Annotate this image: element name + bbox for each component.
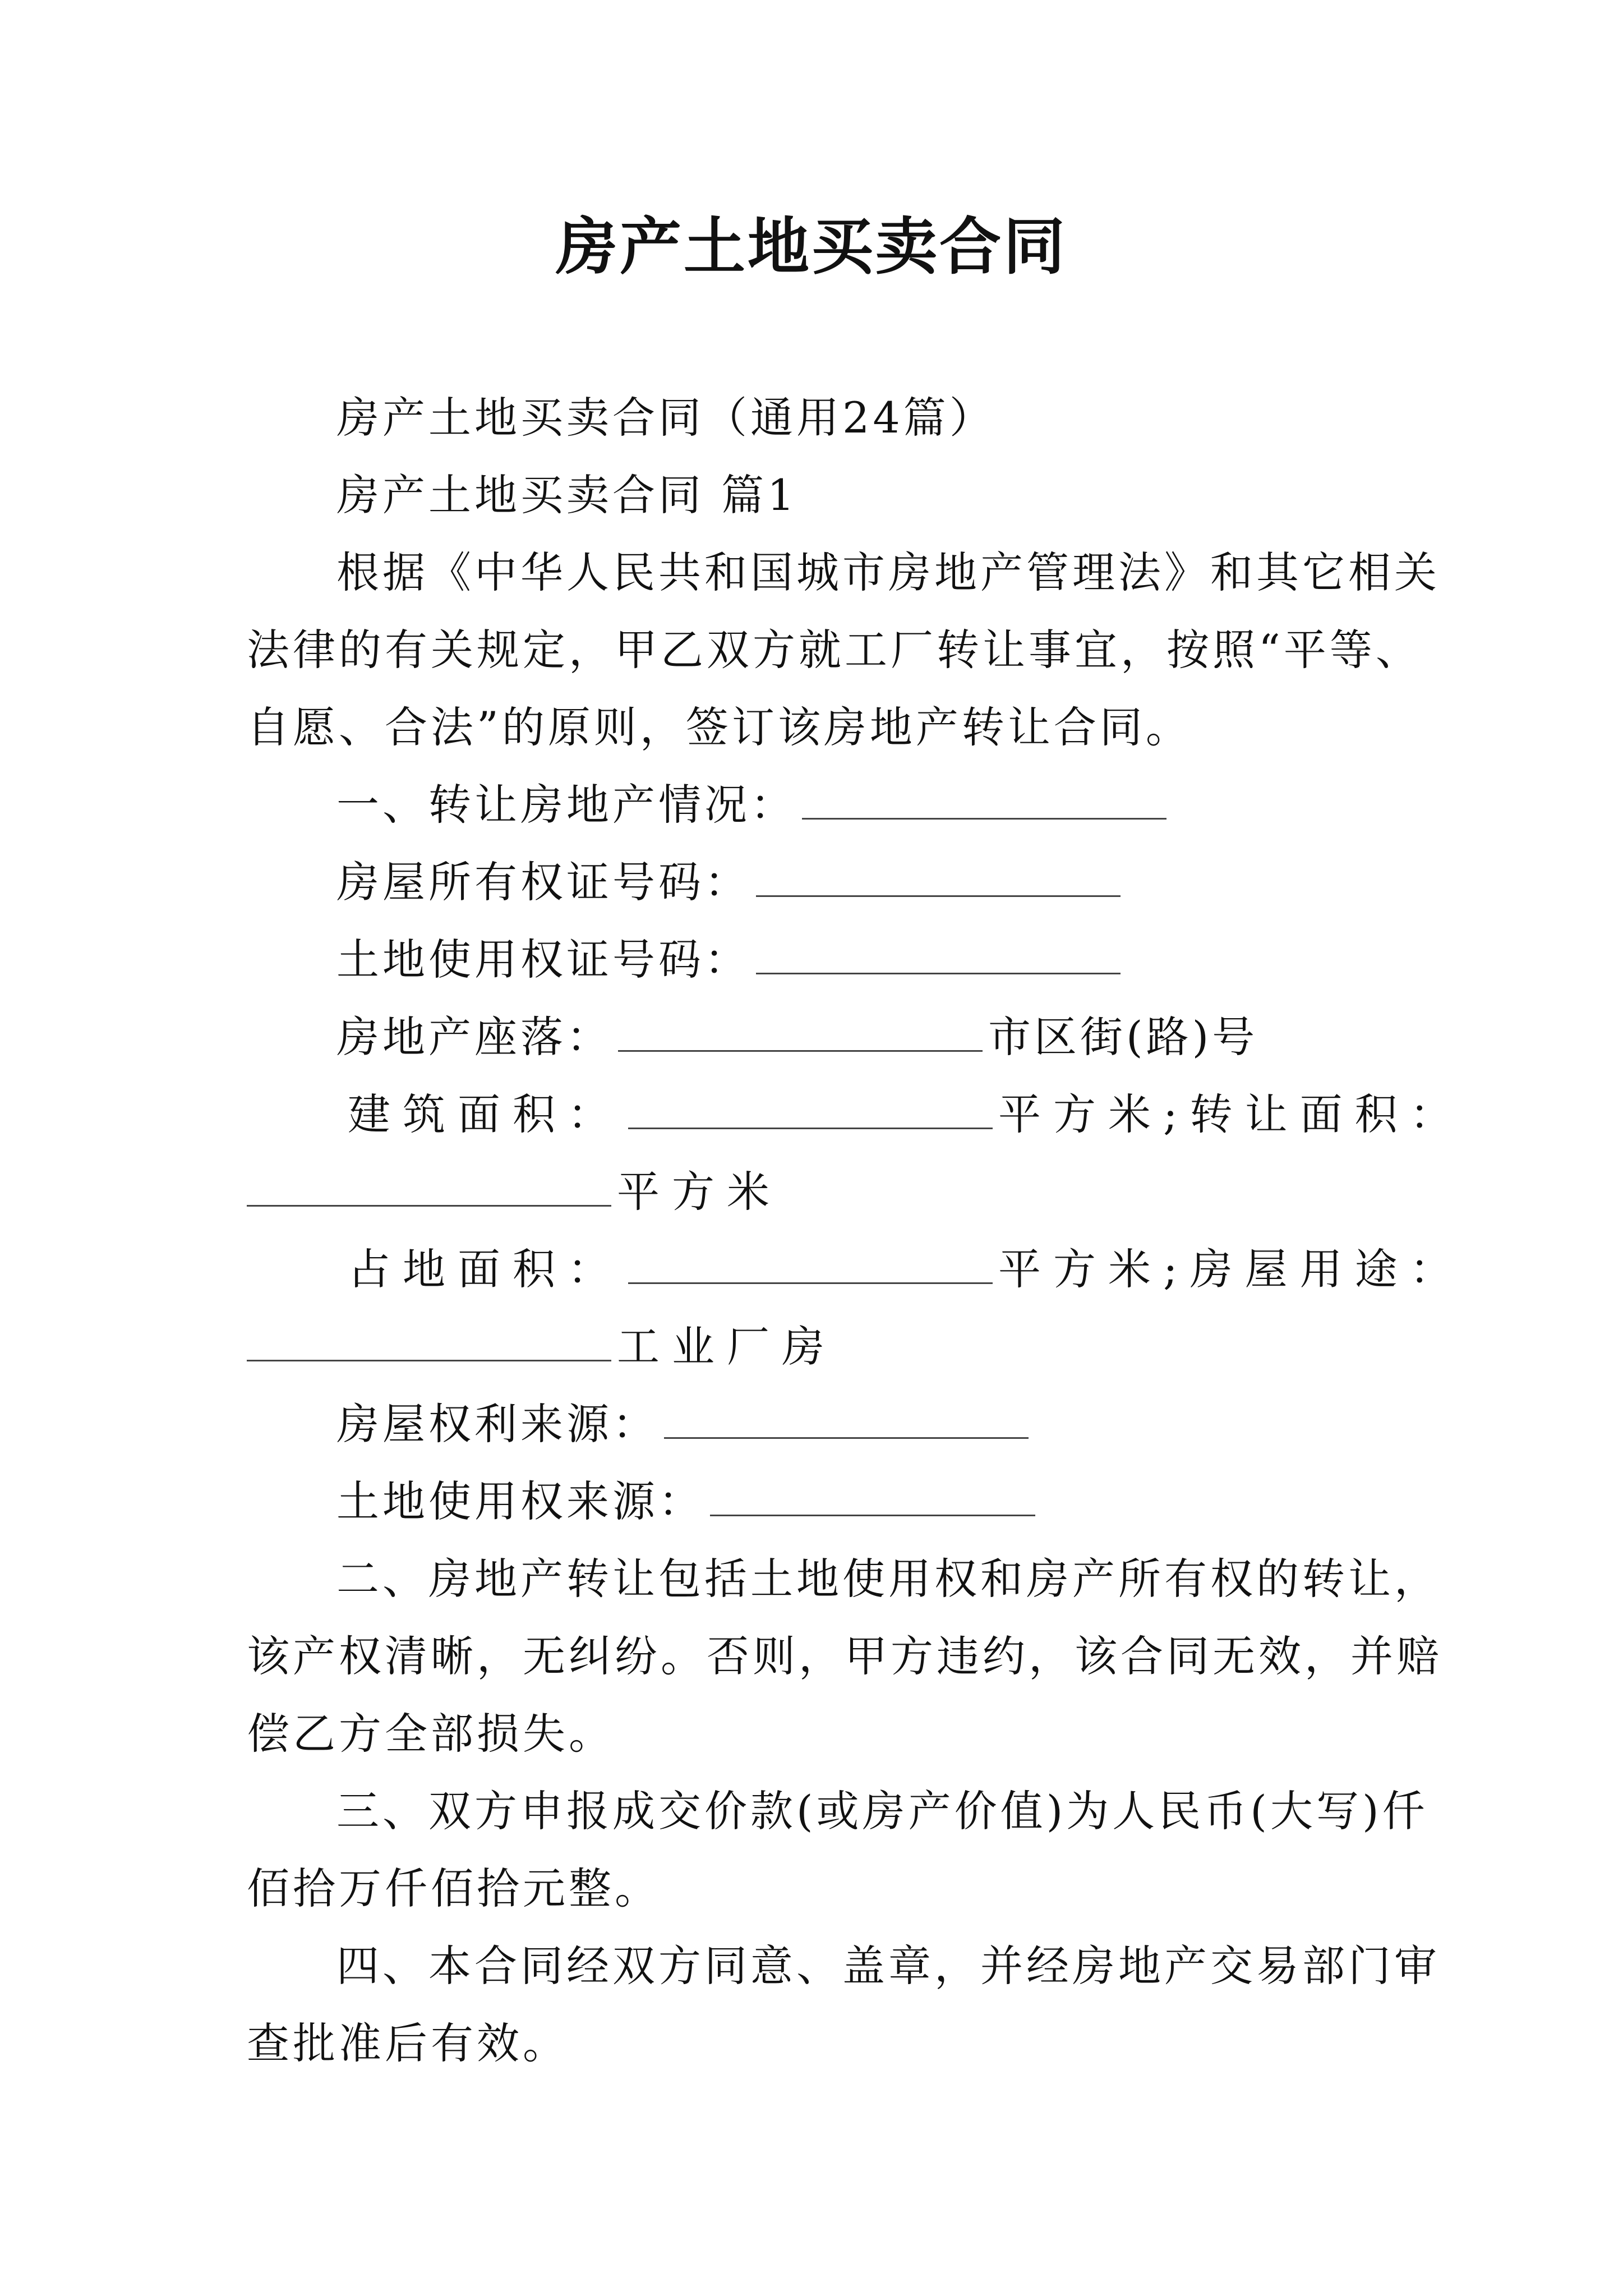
field-label: 土地使用权证号码： xyxy=(336,935,750,984)
section-heading: 房产土地买卖合同 篇1 xyxy=(336,470,798,520)
field-property-situation xyxy=(336,774,1172,836)
blank-land-area[interactable] xyxy=(628,1239,993,1284)
clause3-line-1: 三、双方申报成交价款(或房产价值)为人民币(大写)仟 xyxy=(336,1786,1428,1836)
clause2-line-3: 偿乙方全部损失。 xyxy=(247,1709,615,1759)
field-label: 房屋权利来源： xyxy=(336,1399,658,1449)
field-label: 占地面积： xyxy=(348,1244,623,1294)
clause2-line-1: 二、房地产转让包括土地使用权和房产所有权的转让， xyxy=(336,1554,1440,1604)
blank-ownership-cert[interactable] xyxy=(756,852,1121,897)
clause3-line-2: 佰拾万仟佰拾元整。 xyxy=(247,1864,661,1913)
blank-location[interactable] xyxy=(618,1006,983,1052)
unit-label: 平方米;房屋用途： xyxy=(998,1244,1465,1294)
field-location xyxy=(336,1006,1258,1068)
field-building-area xyxy=(348,1084,1465,1145)
intro-line-2: 法律的有关规定，甲乙双方就工厂转让事宜，按照“平等、 xyxy=(247,625,1422,675)
clause4-line-1: 四、本合同经双方同意、盖章，并经房地产交易部门审 xyxy=(336,1941,1440,1991)
document-subtitle: 房产土地买卖合同（通用24篇） xyxy=(336,393,995,443)
unit-label: 平方米 xyxy=(617,1167,782,1217)
field-land-rights-source xyxy=(336,1471,1041,1533)
field-label: 土地使用权来源： xyxy=(336,1476,704,1526)
field-rights-source xyxy=(336,1393,1034,1455)
field-label: 建筑面积： xyxy=(348,1089,623,1139)
field-label: 一、转让房地产情况： xyxy=(336,780,796,830)
usage-value: 工业厂房 xyxy=(617,1322,837,1372)
blank-land-use-cert[interactable] xyxy=(756,929,1121,974)
intro-line-3: 自愿、合法”的原则，签订该房地产转让合同。 xyxy=(247,702,1192,752)
unit-label: 平方米;转让面积： xyxy=(998,1089,1465,1139)
blank-rights-source[interactable] xyxy=(664,1393,1029,1439)
field-label: 房地产座落： xyxy=(336,1012,612,1062)
field-usage xyxy=(247,1316,837,1378)
clause2-line-2: 该产权清晰，无纠纷。否则，甲方违约，该合同无效，并赔 xyxy=(247,1631,1442,1681)
document-title: 房产土地买卖合同 xyxy=(556,210,1067,283)
blank-usage[interactable] xyxy=(247,1316,611,1361)
field-land-use-cert xyxy=(336,929,1126,991)
blank-transfer-area[interactable] xyxy=(247,1161,611,1207)
field-transfer-area xyxy=(247,1161,782,1223)
field-ownership-cert xyxy=(336,852,1126,913)
clause4-line-2: 查批准后有效。 xyxy=(247,2018,569,2068)
intro-line-1: 根据《中华人民共和国城市房地产管理法》和其它相关 xyxy=(336,547,1440,597)
field-land-area xyxy=(348,1239,1465,1300)
blank-property-situation[interactable] xyxy=(802,774,1166,820)
blank-building-area[interactable] xyxy=(628,1084,993,1129)
location-suffix: 市区街(路)号 xyxy=(988,1012,1258,1062)
field-label: 房屋所有权证号码： xyxy=(336,857,750,907)
blank-land-rights-source[interactable] xyxy=(710,1471,1035,1516)
